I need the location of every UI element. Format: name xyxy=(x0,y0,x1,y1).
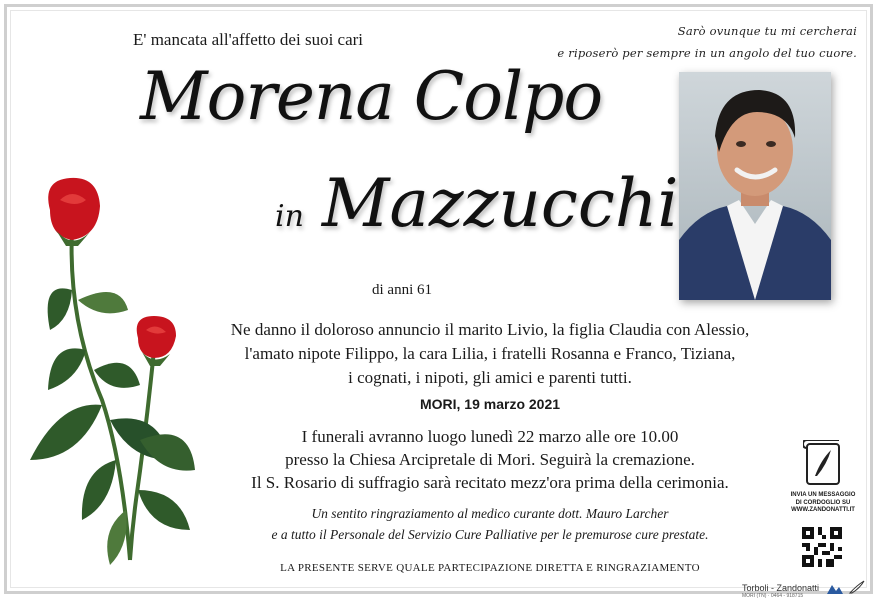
portrait-photo xyxy=(679,72,831,300)
quote-line-2: e riposerò per sempre in un angolo del tuo cuore. xyxy=(557,46,857,60)
scroll-quill-icon xyxy=(803,440,843,488)
message-line-2: DI CORDOGLIO SU xyxy=(795,499,851,506)
funeral-line-3: Il S. Rosario di suffragio sarà recitato mezz'ora prima della cerimonia. xyxy=(251,473,729,492)
announcement-line-3: i cognati, i nipoti, gli amici e parenti tutti. xyxy=(348,368,632,387)
deceased-name-line-2 xyxy=(275,165,678,242)
message-line-1: INVIA UN MESSAGGIO xyxy=(790,492,856,498)
age-text: di anni 61 xyxy=(372,282,432,298)
name-prefix: in xyxy=(275,199,304,234)
brand-name: Torboli - Zandonatti xyxy=(742,583,820,593)
deceased-name-line-1: Morena Colpo xyxy=(140,58,603,135)
thanks-line-1: Un sentito ringraziamento al medico curante dott. Mauro Larcher xyxy=(311,506,669,521)
funeral-line-1: I funerali avranno luogo lunedì 22 marzo alle ore 10.00 xyxy=(301,427,679,446)
condolence-message-link[interactable] xyxy=(786,492,860,515)
brand-logo-icon xyxy=(826,583,844,595)
message-line-3: WWW.ZANDONATTI.IT xyxy=(791,507,855,513)
brand-detail: MORI (TN) · 0464 - 918715 xyxy=(742,593,804,599)
place-date: MORI, 19 marzo 2021 xyxy=(419,396,561,412)
quill-mark-icon xyxy=(848,580,866,594)
quote-line-1: Sarò ovunque tu mi cercherai xyxy=(677,24,857,38)
participation-notice: LA PRESENTE SERVE QUALE PARTECIPAZIONE DIRETTA E RINGRAZIAMENTO xyxy=(280,562,700,574)
announcement-line-2: l'amato nipote Filippo, la cara Lilia, i fratelli Rosanna e Franco, Tiziana, xyxy=(244,344,736,363)
thanks-text xyxy=(200,503,780,545)
intro-text: E' mancata all'affetto dei suoi cari xyxy=(133,30,364,49)
thanks-line-2: e a tutto il Personale del Servizio Cure Palliative per le premurose cure prestate. xyxy=(271,527,709,542)
portrait-illustration xyxy=(679,72,831,300)
funeral-line-2: presso la Chiesa Arcipretale di Mori. Seguirà la cremazione. xyxy=(285,450,695,469)
funeral-home-brand xyxy=(742,583,819,599)
qr-code[interactable] xyxy=(802,527,842,567)
roses-illustration xyxy=(20,170,205,570)
announcement-text xyxy=(200,318,780,390)
married-name: Mazzucchi xyxy=(321,165,679,242)
funeral-details xyxy=(200,425,780,494)
announcement-line-1: Ne danno il doloroso annuncio il marito Livio, la figlia Claudia con Alessio, xyxy=(230,320,750,339)
